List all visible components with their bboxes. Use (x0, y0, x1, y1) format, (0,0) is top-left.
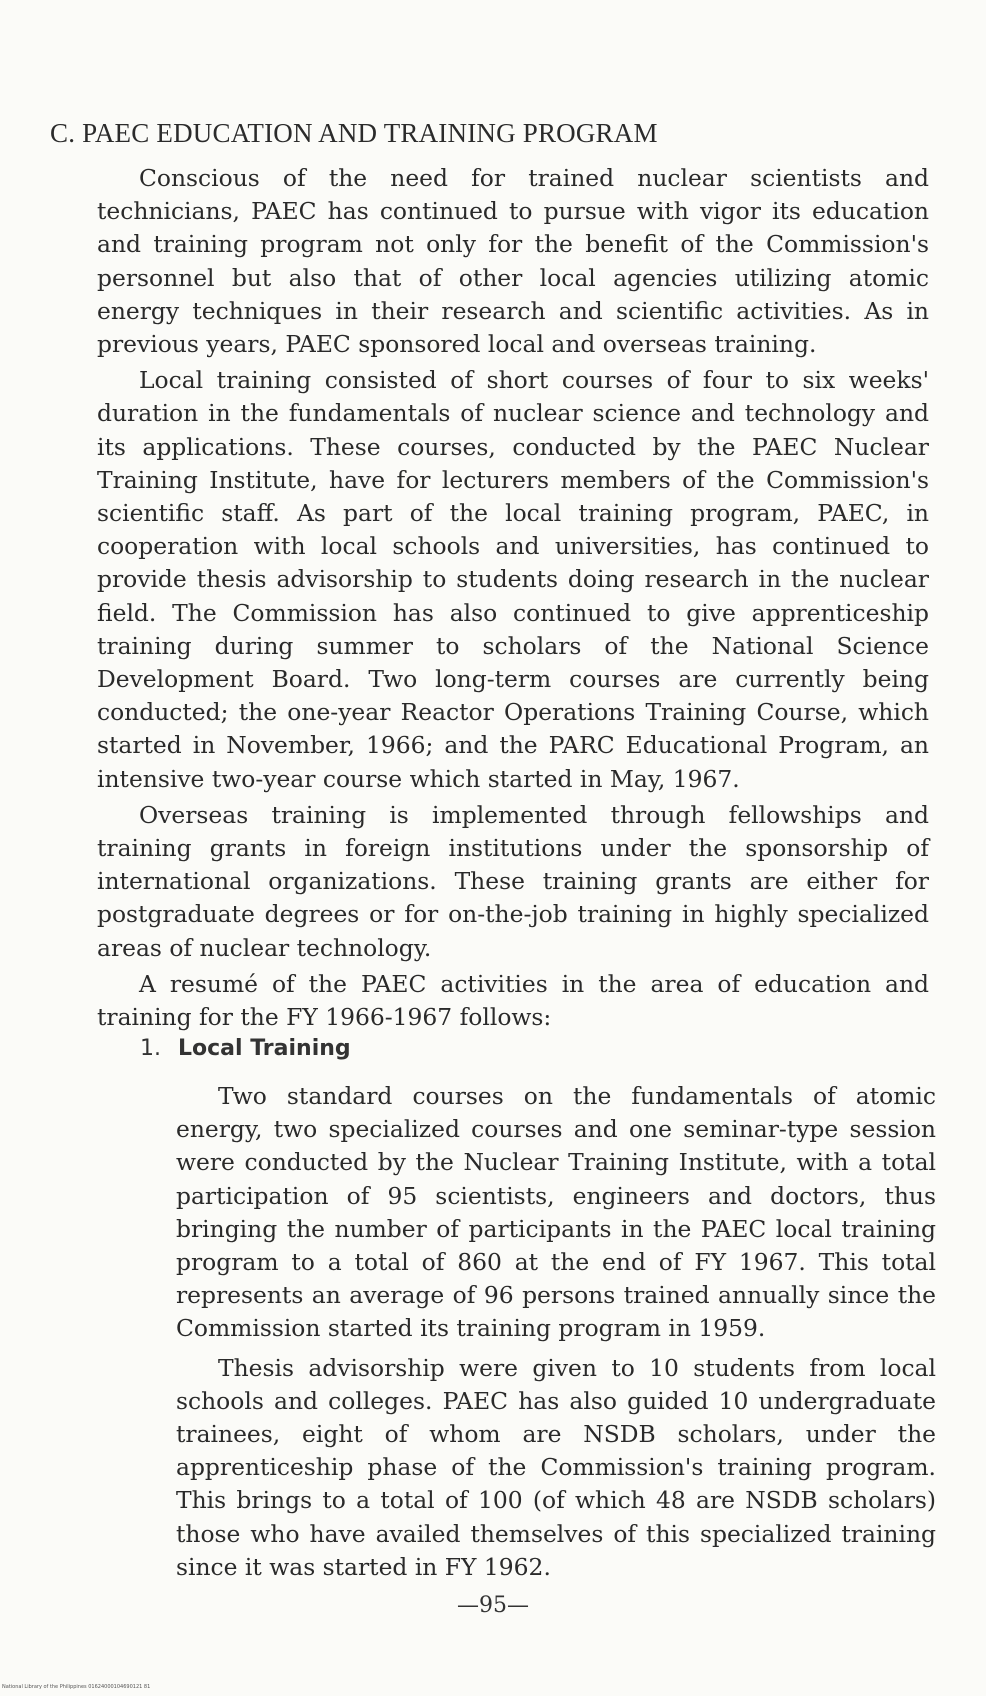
paragraph-intro: Conscious of the need for trained nuclear scientists and technicians, PAEC has continued to pursue with vigor its education and training program not only for the benefit of the Commission's personnel but also that of other local agencies utilizing atomic energy techniques in their research and scientific activities. As in previous years, PAEC sponsored local and overseas training. (97, 164, 929, 359)
paragraph-standard-courses: Two standard courses on the fundamentals of atomic energy, two specialized courses and one seminar-type session were conducted by the Nuclear Training Institute, with a total participation of 95 scientists, engineers and doctors, thus bringing the number of participants in the PAEC local training program to a total of 860 at the end of FY 1967. This total represents an average of 96 persons trained annually since the Commission started its training program in 1959. (176, 1082, 936, 1343)
subsection-number: 1. (140, 1036, 161, 1061)
paragraph-overseas-training: Overseas training is implemented through fellowships and training grants in foreign institutions under the sponsorship of international organizations. These training grants are either for postgraduate degrees or for on-the-job training in highly specialized areas of nuclear technology. (97, 800, 929, 962)
footer-stamp: National Library of the Philippines 01624000104690121 81 (2, 1684, 151, 1690)
paragraph-local-training: Local training consisted of short courses of four to six weeks' duration in the fundamentals of nuclear science and technology and its applications. These courses, conducted by the PAEC Nuclear Training Institute, have for lecturers members of the Commission's scientific staff. As part of the local training program, PAEC, in cooperation with local schools and universities, has continued to provide thesis advisorship to students doing research in the nuclear field. The Commission has also continued to give apprenticeship training during summer to scholars of the National Science Development Board. Two long-term courses are currently being conducted; the one-year Reactor Operations Training Course, which started in November, 1966; and the PARC Educational Program, an intensive two-year course which started in May, 1967. (97, 366, 929, 793)
subsection-heading (140, 1036, 351, 1061)
subsection-title: Local Training (178, 1036, 351, 1061)
main-body (97, 162, 929, 1034)
paragraph-thesis-advisorship: Thesis advisorship were given to 10 students from local schools and colleges. PAEC has also guided 10 undergraduate trainees, eight of whom are NSDB scholars, under the apprenticeship phase of the Commission's training program. This brings to a total of 100 (of which 48 are NSDB scholars) those who have availed themselves of this specialized training since it was started in FY 1962. (176, 1353, 936, 1581)
subsection-body (176, 1080, 936, 1584)
section-title: C. PAEC EDUCATION AND TRAINING PROGRAM (50, 118, 658, 148)
page-number: —95— (457, 1593, 529, 1618)
paragraph-resume: A resumé of the PAEC activities in the area of education and training for the FY 1966-1967 follows: (97, 969, 929, 1032)
